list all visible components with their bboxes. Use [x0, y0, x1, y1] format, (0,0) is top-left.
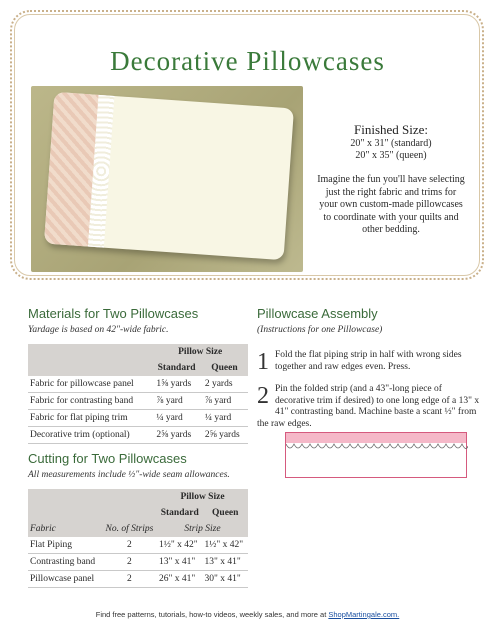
material-queen: ¼ yard	[204, 413, 232, 423]
cutting-table	[28, 489, 248, 588]
step-text: Fold the flat piping strip in half with wrong sides together and raw edges even. Press.	[275, 350, 462, 372]
cutting-fabric: Contrasting band	[30, 557, 96, 567]
materials-blank-header	[28, 344, 152, 360]
finished-size-block	[316, 122, 466, 237]
footer	[0, 610, 495, 619]
cutting-blank-header-2	[102, 489, 157, 505]
table-row	[28, 427, 248, 444]
materials-subheader-row	[28, 360, 248, 376]
cutting-strips: 2	[127, 557, 132, 567]
materials-heading: Materials for Two Pillowcases	[28, 306, 199, 321]
cutting-columns-row	[28, 521, 248, 537]
materials-col-queen: Queen	[211, 363, 238, 373]
cutting-strips: 2	[127, 574, 132, 584]
materials-col-standard: Standard	[157, 363, 196, 373]
lace-trim-illustration	[286, 442, 468, 456]
material-item: Fabric for pillowcase panel	[30, 379, 134, 389]
material-queen: ⅞ yard	[204, 396, 232, 406]
cutting-col-queen: Queen	[212, 508, 239, 518]
cutting-queen: 1½" x 42"	[204, 540, 244, 550]
footer-link[interactable]: ShopMartingale.com.	[328, 610, 400, 619]
materials-note: Yardage is based on 42"-wide fabric.	[28, 325, 169, 335]
cutting-queen: 13" x 41"	[204, 557, 241, 567]
cutting-blank-header	[28, 489, 102, 505]
cutting-col-fabric: Fabric	[30, 524, 56, 534]
cutting-standard: 1½" x 42"	[159, 540, 198, 550]
material-standard: ¼ yard	[156, 413, 183, 423]
materials-table	[28, 344, 248, 444]
finished-size-queen: 20" x 35" (queen)	[355, 150, 427, 161]
cutting-header-row	[28, 489, 248, 505]
assembly-heading: Pillowcase Assembly	[257, 306, 378, 321]
step-number: 2	[257, 383, 269, 409]
material-queen: 2⅝ yards	[204, 430, 240, 440]
assembly-step	[257, 384, 482, 430]
table-row	[28, 393, 248, 410]
material-item: Fabric for flat piping trim	[30, 413, 128, 423]
materials-header-row	[28, 344, 248, 360]
material-standard: 1⅝ yards	[156, 379, 192, 389]
cutting-fabric: Flat Piping	[30, 540, 72, 550]
table-row	[28, 410, 248, 427]
step-number: 1	[257, 349, 269, 375]
step-text: Pin the folded strip (and a 43"-long piece of decorative trim if desired) to one long edge of a 13" x 41" contrasting band. Machine baste a scant ½" from the raw edges.	[257, 384, 480, 429]
cutting-subheader-row	[28, 505, 248, 521]
assembly-note: (Instructions for one Pillowcase)	[257, 325, 383, 335]
table-row	[28, 571, 248, 588]
pillow-image	[44, 92, 294, 260]
material-queen: 2 yards	[204, 379, 233, 389]
cutting-heading: Cutting for Two Pillowcases	[28, 451, 187, 466]
material-item: Decorative trim (optional)	[30, 430, 130, 440]
materials-group-header: Pillow Size	[178, 347, 223, 357]
cutting-group-header: Pillow Size	[180, 492, 225, 502]
materials-blank-subheader	[28, 360, 152, 376]
cutting-blank-subheader-2	[102, 505, 157, 521]
footer-text: Find free patterns, tutorials, how-to videos, weekly sales, and more at	[95, 610, 329, 619]
cutting-col-strips: No. of Strips	[105, 524, 154, 534]
cutting-blank-subheader	[28, 505, 102, 521]
page-title: Decorative Pillowcases	[110, 46, 385, 76]
band-diagram	[285, 432, 467, 478]
cutting-queen: 30" x 41"	[204, 574, 241, 584]
material-standard: ⅞ yard	[156, 396, 183, 406]
material-item: Fabric for contrasting band	[30, 396, 134, 406]
table-row	[28, 537, 248, 554]
cutting-col-strip-size: Strip Size	[184, 524, 221, 534]
cutting-col-standard: Standard	[160, 508, 199, 518]
cutting-note: All measurements include ½"-wide seam allowances.	[28, 470, 230, 480]
cutting-standard: 26" x 41"	[159, 574, 196, 584]
cutting-fabric: Pillowcase panel	[30, 574, 95, 584]
intro-text: Imagine the fun you'll have selecting just the right fabric and trims for your own custom-made pillowcases to coordinate with your quilts and other bedding.	[317, 174, 465, 235]
table-row	[28, 376, 248, 393]
cutting-standard: 13" x 41"	[159, 557, 196, 567]
assembly-step	[257, 350, 482, 374]
finished-size-standard: 20" x 31" (standard)	[350, 138, 432, 149]
finished-size-heading: Finished Size:	[353, 122, 429, 137]
material-standard: 2⅝ yards	[156, 430, 192, 440]
cutting-strips: 2	[127, 540, 132, 550]
table-row	[28, 554, 248, 571]
pillowcase-photo	[31, 86, 303, 272]
